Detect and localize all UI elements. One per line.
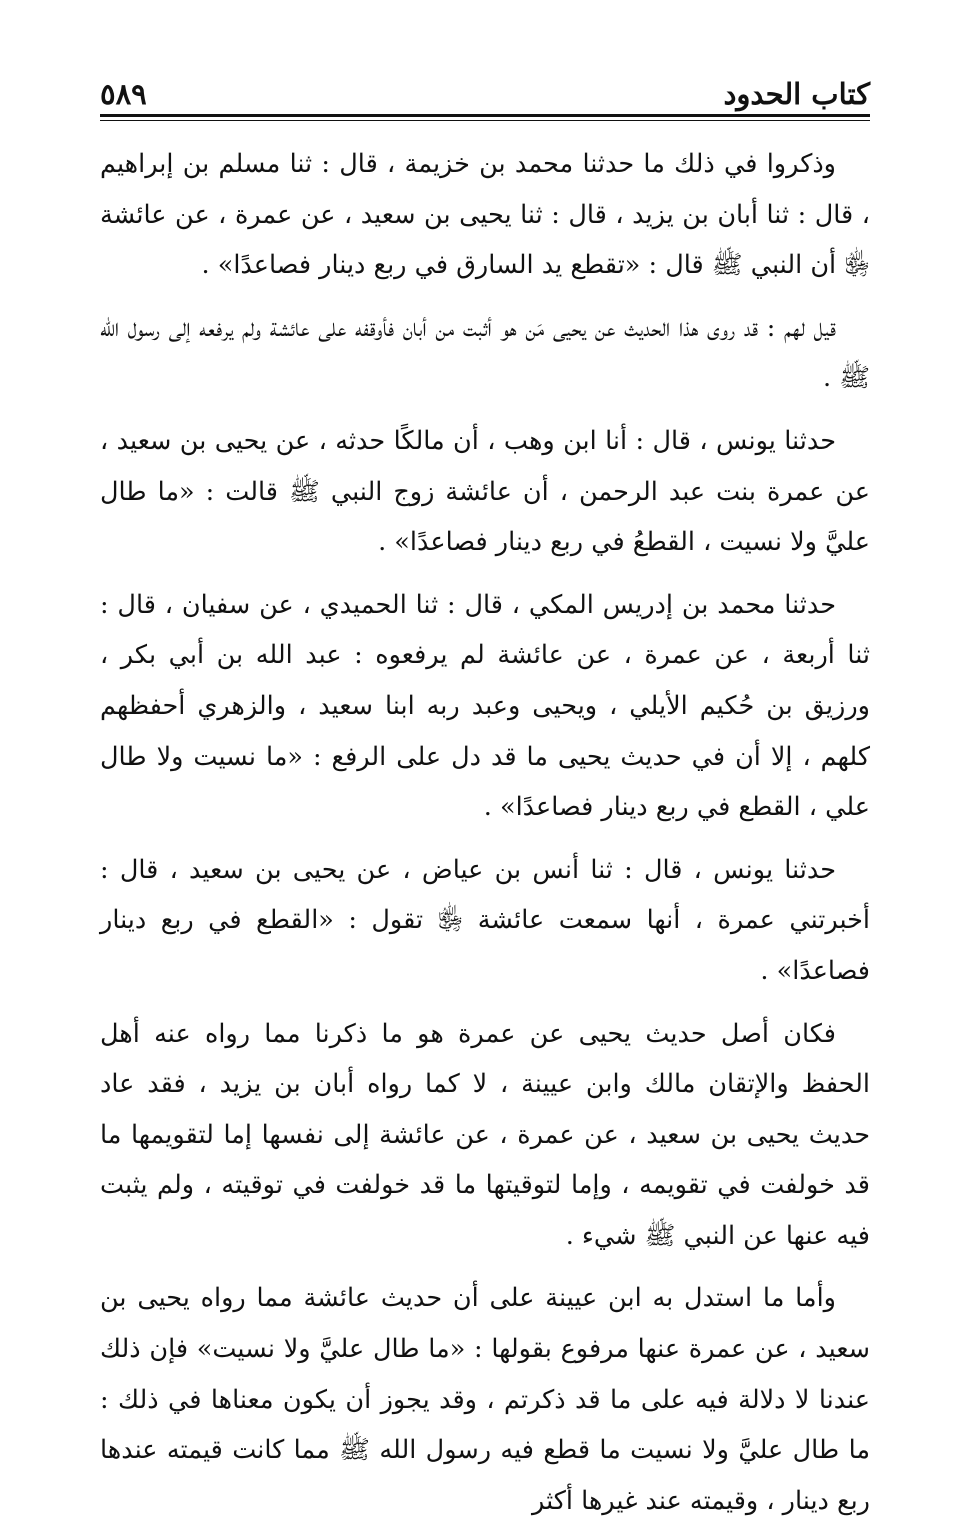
header-rule-thick <box>100 114 870 117</box>
paragraph: حدثنا محمد بن إدريس المكي ، قال : ثنا الحميدي ، عن سفيان ، قال : ثنا أربعة ، عن عمرة ، عن عائشة لم يرفعوه : عبد الله بن أبي بكر ، ورزيق بن حُكيم الأيلي ، ويحيى وعبد ربه ابنا سعيد ، والزهري أحفظهم كلهم ، إلا أن في حديث يحيى ما قد دل على الرفع : «ما نسيت ولا طال علي ، القطع في ربع دينار فصاعدًا» . <box>100 589 870 823</box>
paragraph: فكان أصل حديث يحيى عن عمرة هو ما ذكرنا مما رواه عنه أهل الحفظ والإتقان مالك وابن عيينة ، لا كما رواه أبان بن يزيد ، فقد عاد حديث يحيى بن سعيد ، عن عمرة ، عن عائشة إلى نفسها إما لتقويمها ما قد خولفت في تقويمه ، وإما لتوقيتها ما قد خولفت في توقيته ، ولم يثبت فيه عنها عن النبي ﷺ شيء . <box>100 1018 870 1251</box>
chapter-title: كتاب الحدود <box>723 77 870 112</box>
paragraph: حدثنا يونس ، قال : ثنا أنس بن عياض ، عن يحيى بن سعيد ، قال : أخبرتني عمرة ، أنها سمعت عائشة ﵂ تقول : «القطع في ربع دينار فصاعدًا» . <box>100 854 870 986</box>
paragraph: حدثنا يونس ، قال : أنا ابن وهب ، أن مالكًا حدثه ، عن يحيى بن سعيد ، عن عمرة بنت عبد الرحمن ، أن عائشة زوج النبي ﷺ قالت : «ما طال عليَّ ولا نسيت ، القطعُ في ربع دينار فصاعدًا» . <box>100 425 870 558</box>
paragraph: وأما ما استدل به ابن عيينة على أن حديث عائشة مما رواه يحيى بن سعيد ، عن عمرة عنها مرفوع بقولها : «ما طال عليَّ ولا نسيت» فإن ذلك عندنا لا دلالة فيه على ما قد ذكرتم ، وقد يجوز أن يكون معناها في ذلك : ما طال عليَّ ولا نسيت ما قطع فيه رسول الله ﷺ مما كانت قيمته عندها ربع دينار ، وقيمته عند غيرها أكثر <box>100 1283 870 1516</box>
paragraph: وذكروا في ذلك ما حدثنا محمد بن خزيمة ، قال : ثنا مسلم بن إبراهيم ، قال : ثنا أبان بن يزيد ، قال : ثنا يحيى بن سعيد ، عن عمرة ، عن عائشة ﵂ أن النبي ﷺ قال : «تقطع يد السارق في ربع دينار فصاعدًا» . <box>100 149 870 281</box>
header-rule-thin <box>100 120 870 121</box>
body-text <box>100 139 870 1526</box>
running-header <box>100 60 870 112</box>
paragraph: قيل لهم : قد روى هذا الحديث عن يحيى مَن هو أثبت من أبان فأوقفه على عائشة ولم يرفعه إلى رسول الله ﷺ . <box>100 312 870 394</box>
page-number: ٥٨٩ <box>100 77 147 112</box>
book-page <box>100 60 870 1538</box>
